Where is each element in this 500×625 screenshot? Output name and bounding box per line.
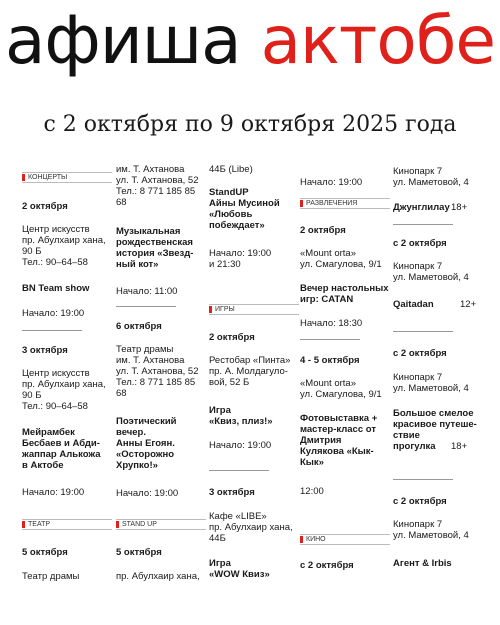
event-address: «Mount orta» ул. Смагулова, 9/1 [300, 248, 382, 270]
event-title: Музыкальная рождественская история «Звезд- ный кот» [116, 226, 194, 270]
event-title: Джунглилау [393, 202, 450, 213]
event-address: Центр искусств пр. Абулхаир хана, 90 Б Тел.: 90–64–58 [22, 224, 106, 268]
event-date: 3 октября [209, 487, 255, 498]
event-address: Театр драмы им. Т. Ахтанова ул. Т. Ахтанова, 52 Тел.: 8 771 185 85 68 [116, 344, 199, 399]
event-time: Начало: 19:00 [22, 487, 85, 498]
age-rating: 18+ [451, 441, 468, 452]
event-address: «Mount orta» ул. Смагулова, 9/1 [300, 378, 382, 400]
date-range: с 2 октября по 9 октября 2025 года [43, 112, 457, 137]
category-cinema: КИНО [300, 534, 390, 545]
event-time: Начало: 19:00 [116, 488, 179, 499]
category-entertainment: РАЗВЛЕЧЕНИЯ [300, 198, 390, 209]
event-time: Начало: 19:00 [209, 440, 272, 451]
divider [22, 330, 82, 331]
event-address: Кафе «LIBE» пр. Абулхаир хана, 44Б [209, 511, 293, 544]
category-games: ИГРЫ [209, 304, 299, 315]
event-time: Начало: 19:00 и 21:30 [209, 248, 272, 270]
event-date: 4 - 5 октября [300, 355, 360, 366]
event-time: Начало: 11:00 [116, 286, 178, 297]
event-address: Кинопарк 7 ул. Маметовой, 4 [393, 261, 469, 283]
divider [393, 479, 453, 480]
event-address: Центр искусств пр. Абулхаир хана, 90 Б Тел.: 90–64–58 [22, 368, 106, 412]
category-standup: STAND UP [116, 519, 206, 530]
event-address: Кинопарк 7 ул. Маметовой, 4 [393, 166, 469, 188]
event-title: StandUP Айны Мусиной «Любовь побеждает» [209, 187, 280, 231]
divider [116, 306, 176, 307]
event-title: Игра «WOW Квиз» [209, 558, 270, 580]
event-title: Большое смелое красивое путеше- ствие прогулка [393, 408, 477, 452]
divider [393, 224, 453, 225]
event-address: Театр драмы [22, 571, 80, 582]
event-title: Мейрамбек Бесбаев и Абди- жаппар Алькожа в Актобе [22, 427, 101, 471]
event-address: Кинопарк 7 ул. Маметовой, 4 [393, 372, 469, 394]
event-address: 44Б (Libe) [209, 164, 253, 175]
event-address: Рестобар «Пинта» пр. А. Молдагуло- вой, 52 Б [209, 355, 291, 388]
poster-title [0, 2, 500, 79]
event-time: 12:00 [300, 486, 324, 497]
event-date: 3 октября [22, 345, 68, 356]
event-title: BN Team show [22, 283, 90, 294]
event-time: Начало: 19:00 [22, 308, 85, 319]
event-date: 2 октября [22, 201, 68, 212]
divider [209, 470, 269, 471]
event-title: Qaitadan [393, 299, 434, 310]
event-time: Начало: 19:00 [300, 177, 363, 188]
divider [300, 339, 360, 340]
event-date: с 2 октября [393, 496, 447, 507]
age-rating: 18+ [451, 202, 468, 213]
event-address: пр. Абулхаир хана, [116, 571, 200, 582]
event-date: с 2 октября [300, 560, 354, 571]
divider [393, 331, 453, 332]
event-date: 2 октября [300, 225, 346, 236]
event-date: 5 октября [22, 547, 68, 558]
title-word-afisha: афиша [4, 2, 241, 79]
event-title: Фотовыставка + мастер-класс от Дмитрия Кулякова «Кык- Кык» [300, 413, 378, 468]
event-title: Вечер настольных игр: CATAN [300, 283, 389, 305]
event-address: им. Т. Ахтанова ул. Т. Ахтанова, 52 Тел.: 8 771 185 85 68 [116, 164, 199, 208]
event-date: с 2 октября [393, 348, 447, 359]
event-title: Поэтический вечер. Анны Егоян. «Осторожно Хрупко!» [116, 416, 177, 471]
category-theatre: ТЕАТР [22, 519, 112, 530]
event-date: 5 октября [116, 547, 162, 558]
event-address: Кинопарк 7 ул. Маметовой, 4 [393, 519, 469, 541]
title-word-aktobe: актобе [260, 2, 496, 79]
event-date: с 2 октября [393, 238, 447, 249]
age-rating: 12+ [460, 299, 477, 310]
event-date: 2 октября [209, 332, 255, 343]
category-concerts: КОНЦЕРТЫ [22, 172, 112, 183]
event-title: Игра «Квиз, плиз!» [209, 405, 273, 427]
event-time: Начало: 18:30 [300, 318, 363, 329]
event-date: 6 октября [116, 321, 162, 332]
event-title: Агент & Irbis [393, 558, 452, 569]
